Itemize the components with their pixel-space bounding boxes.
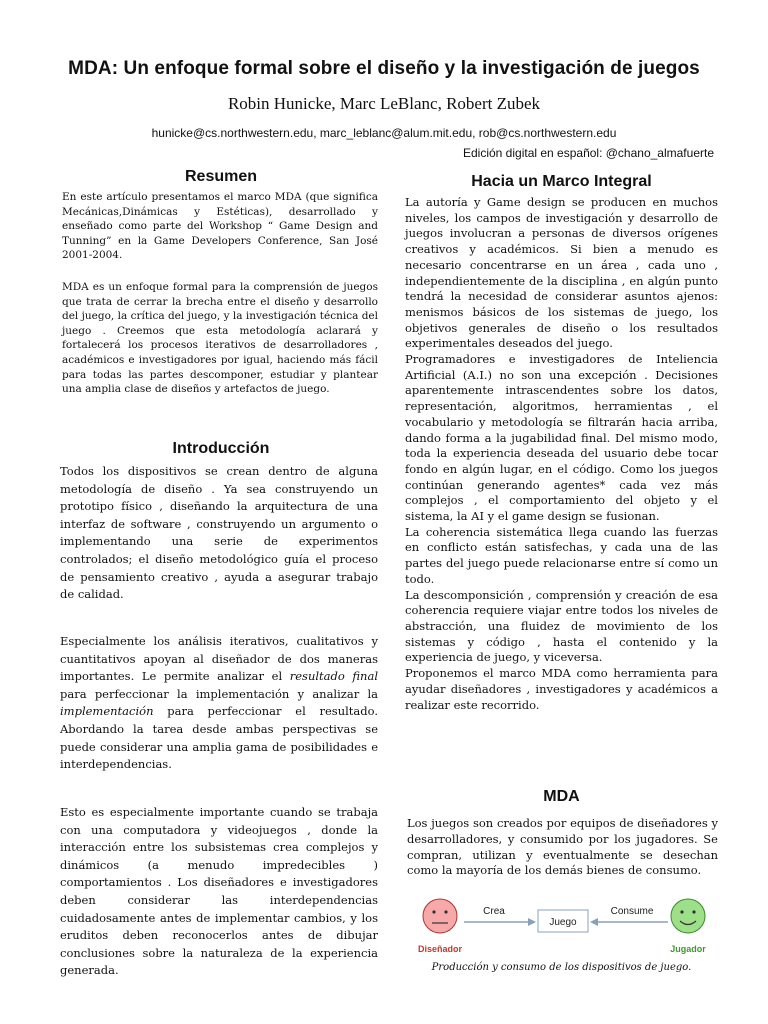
player-label: Jugador	[670, 944, 706, 954]
hacia-paragraph-2: Programadores e investigadores de Inteliencia Artificial (A.I.) no son una excepción . Decisiones aparentemente intrascendentes sobre los datos, representación, algoritmos, herramientas , el vocabulario y metodología se filtrarán hacia arriba, dando forma a la jugabilidad final. Del mismo modo, toda la experiencia deseada del usuario debe tocar fondo en algún lugar, en el código. Como los juegos continúan generando agentes* cada vez más complejos , el comportamiento del objeto y el sistema, la AI y el game design se fusionan.	[405, 352, 718, 524]
creates-arrowhead	[528, 918, 536, 926]
hacia-paragraph-1: La autoría y Game design se producen en muchos niveles, los campos de investigación y desarrollo de juegos involucran a personas de diversos orígenes creativos y académicos. Si bien a menudo es necesario concentrarse en un área , cada uno , independientemente de la disciplina , en algún punto tendrá la necesidad de considerar asuntos ajenos: menismos básicos de los sistemas de juego, los objetivos generales de diseño o los resultados experimentales deseados del juego.	[405, 195, 718, 351]
game-label: Juego	[549, 917, 577, 928]
resumen-paragraph-1: En este artículo presentamos el marco MDA (que significa Mecánicas,Dinámicas y Estéticas), desarrollado y enseñado como parte del Workshop “ Game Design and Tunning” en la Game Developers Conference, San José 2001-2004.	[62, 191, 378, 262]
player-face-icon	[671, 899, 705, 933]
hacia-paragraph-5: Proponemos el marco MDA como herramienta para ayudar diseñadores , investigadores y académicos a realizar este recorrido.	[405, 666, 718, 712]
consumes-label: Consume	[610, 906, 654, 917]
paper-title: MDA: Un enfoque formal sobre el diseño y la investigación de juegos	[68, 58, 700, 79]
author-emails: hunicke@cs.northwestern.edu, marc_leblanc@alum.mit.edu, rob@cs.northwestern.edu	[151, 126, 617, 140]
hacia-heading: Hacia un Marco Integral	[471, 173, 652, 190]
emphasis-resultado-final: resultado final	[289, 669, 378, 684]
mda-paragraph-1: Los juegos son creados por equipos de diseñadores y desarrolladores, y consumido por los jugadores. Se compran, utilizan y eventualmente se desechan como la mayoría de los demás bienes de consumo.	[407, 816, 718, 878]
designer-face-icon	[423, 899, 457, 933]
hacia-paragraph-3: La coherencia sistemática llega cuando las fuerzas en conflicto están satisfechas, y cada una de las partes del juego puede relacionarse entre sí como un todo.	[405, 524, 718, 586]
figure-caption: Producción y consumo de los dispositivos de juego.	[431, 962, 692, 973]
production-consumption-diagram	[410, 892, 720, 962]
hacia-paragraph-4: La descomponsición , comprensión y creación de esa coherencia requiere viajar entre todos los niveles de abstracción, una fluidez de movimiento de los sistemas y código , hasta el contenido y la experiencia de juego, y viceversa.	[405, 587, 718, 665]
resumen-heading: Resumen	[184, 168, 258, 185]
authors: Robin Hunicke, Marc LeBlanc, Robert Zubek	[227, 94, 541, 113]
introduccion-paragraph-3: Esto es especialmente importante cuando se trabaja con una computadora y videojuegos , donde la interacción entre los subsistemas crea complejos y dinámicos (a menudo impredecibles ) comportamientos . Los diseñadores e investigadores deben considerar las interdependencias cuidadosamente antes de implementar cambios, y los eruditos deben reconocerlos antes de dibujar conclusiones sobre la naturaleza de la experiencia generada.	[60, 805, 378, 978]
consumes-arrowhead	[590, 918, 598, 926]
edition-note: Edición digital en español: @chano_almafuerte	[462, 146, 714, 160]
emphasis-implementacion: implementación	[60, 704, 154, 719]
resumen-paragraph-2: MDA es un enfoque formal para la comprensión de juegos que trata de cerrar la brecha entre el diseño y desarrollo del juego, la crítica del juego, y la investigación técnica del juego . Creemos que esta metodología aclarará y fortalecerá los procesos iterativos de desarrolladores , académicos e investigadores por igual, haciendo más fácil para todas las partes descomponer, estudiar y plantear una amplia clase de diseños y artefactos de juego.	[62, 281, 378, 396]
hacia-body	[405, 195, 718, 713]
designer-label: Diseñador	[417, 944, 463, 954]
introduccion-paragraph-2: Especialmente los análisis iterativos, cualitativos y cuantitativos apoyan al diseñador de dos maneras importantes. Le permite analizar el resultado final para perfeccionar la implementación y analizar la implementación para perfeccionar el resultado. Abordando la tarea desde ambas perspectivas se puede considerar una amplia gama de posibilidades e interdependencias.	[60, 634, 378, 772]
mda-heading: MDA	[543, 788, 580, 805]
creates-label: Crea	[483, 906, 505, 917]
introduccion-paragraph-1: Todos los dispositivos se crean dentro de alguna metodología de diseño . Ya sea construyendo un prototipo físico , diseñando la arquitectura de una interfaz de software , construyendo un argumento o implementando una serie de experimentos controlados; el diseño metodológico guía el proceso de pensamiento creativo , ayuda a asegurar trabajo de calidad.	[60, 464, 378, 602]
introduccion-heading: Introducción	[172, 440, 270, 457]
